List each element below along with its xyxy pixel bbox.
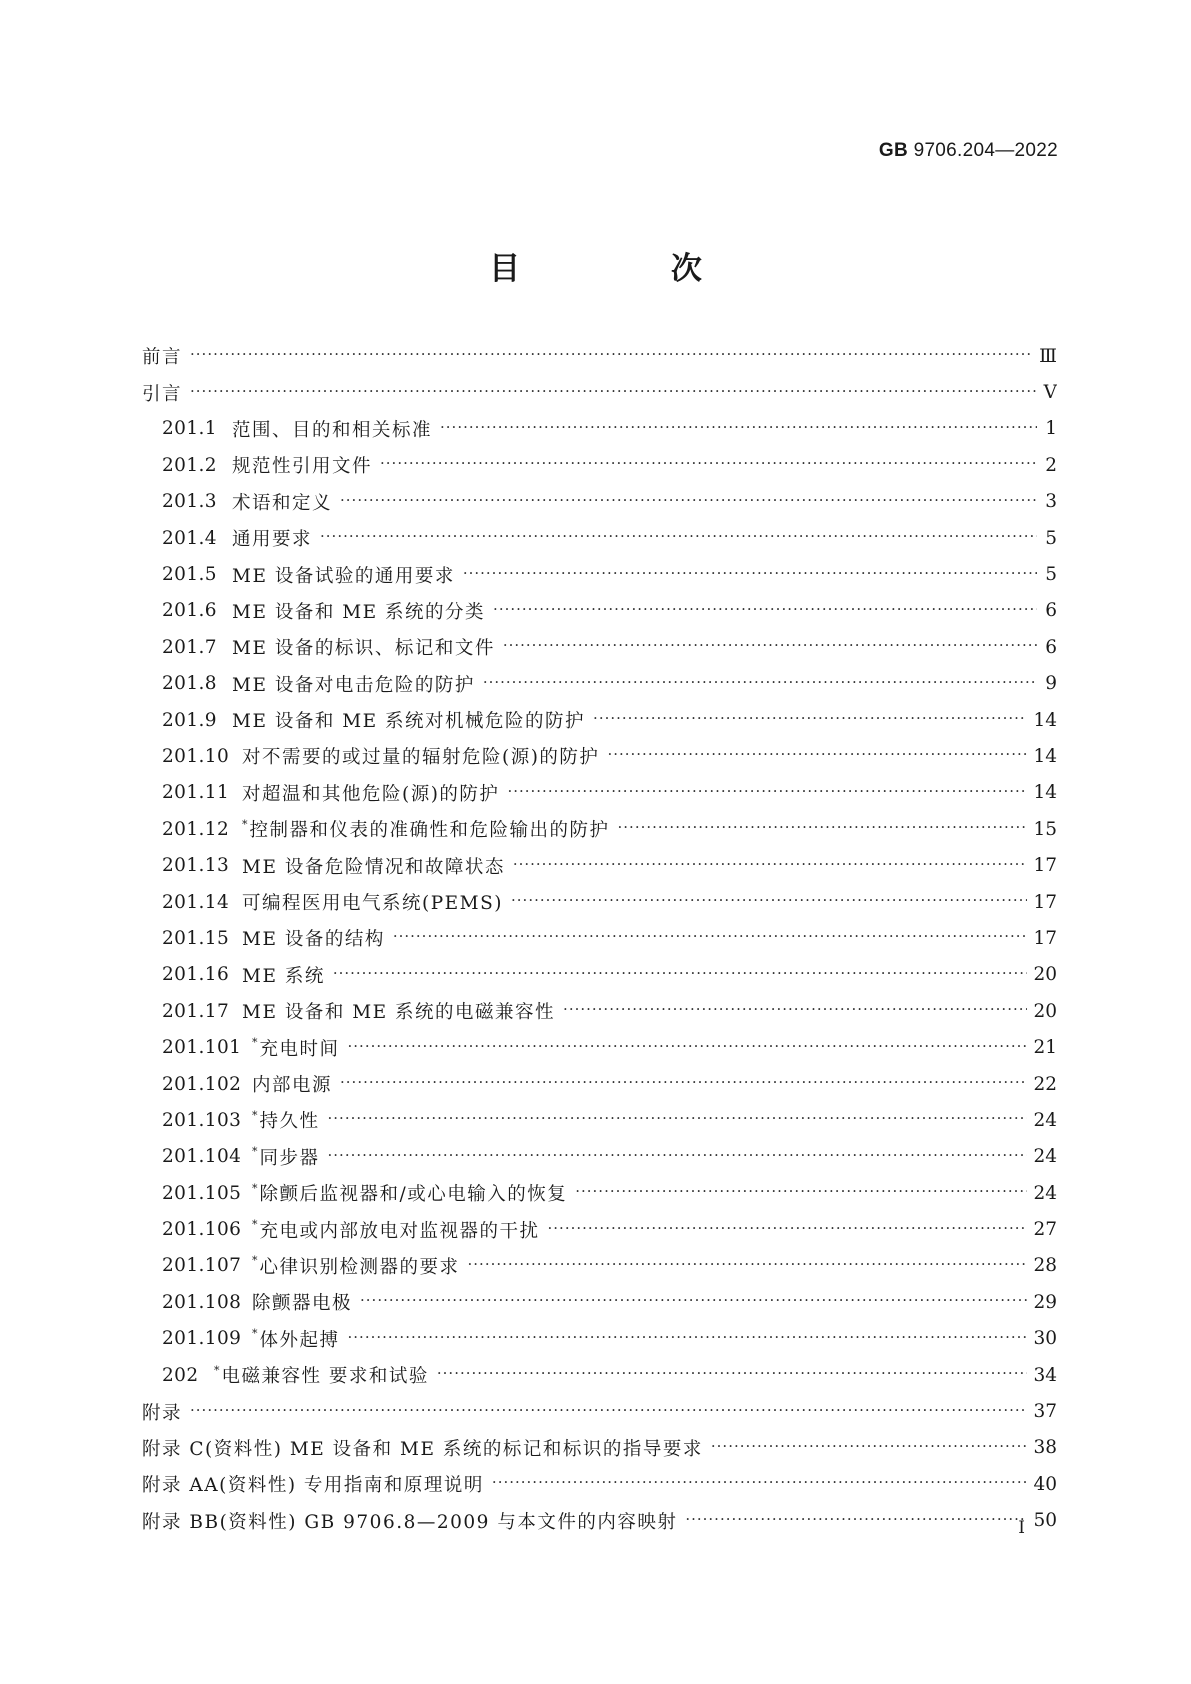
toc-entry-label: ME 设备和 ME 系统的分类 (232, 601, 486, 623)
dot-leader (393, 927, 1028, 945)
toc-entry-number: 201.106 (162, 1219, 242, 1241)
toc-entry-page: Ⅴ (1043, 382, 1057, 404)
toc-entry-label: ME 设备的标识、标记和文件 (232, 638, 495, 660)
toc-entry-page: 14 (1033, 709, 1057, 731)
toc-entry[interactable] (142, 957, 1057, 993)
toc-entry[interactable] (142, 338, 1057, 374)
toc-entry-number: 201.11 (162, 782, 230, 804)
toc-entry[interactable] (142, 1430, 1057, 1466)
toc-entry[interactable] (142, 775, 1057, 811)
dot-leader (593, 709, 1027, 727)
toc-entry-label: 内部电源 (252, 1075, 333, 1096)
dot-leader (468, 1255, 1028, 1273)
toc-entry-label: 对不需要的或过量的辐射危险(源)的防护 (242, 747, 600, 769)
toc-entry-page: 30 (1033, 1328, 1057, 1350)
toc-entry-label: 前言 (142, 347, 183, 369)
toc-entry-page: 20 (1033, 1000, 1057, 1022)
dot-leader (607, 745, 1027, 763)
toc-entry-label: 附录 BB(资料性) GB 9706.8—2009 与本文件的内容映射 (142, 1511, 678, 1533)
toc-entry-asterisk: * (252, 1036, 258, 1050)
toc-entry[interactable] (142, 447, 1057, 483)
toc-entry-page: 14 (1033, 745, 1057, 767)
toc-entry[interactable] (142, 920, 1057, 956)
toc-entry-label: ME 设备危险情况和故障状态 (242, 856, 505, 878)
toc-entry-number: 201.3 (162, 491, 217, 513)
toc-entry[interactable] (142, 629, 1057, 665)
toc-entry-page: 17 (1033, 891, 1057, 913)
toc-entry-label: 附录 (142, 1402, 183, 1424)
toc-entry[interactable] (142, 1102, 1057, 1138)
toc-entry-label: 可编程医用电气系统(PEMS) (242, 893, 504, 915)
page-title: 目 次 (489, 251, 772, 287)
dot-leader (463, 564, 1037, 582)
toc-entry-number: 201.104 (162, 1146, 242, 1168)
toc-entry-page: 50 (1033, 1510, 1057, 1532)
toc-entry-label: ME 设备和 ME 系统的电磁兼容性 (242, 1002, 556, 1024)
toc-entry-number: 201.16 (162, 964, 230, 986)
dot-leader (493, 600, 1037, 618)
toc-entry[interactable] (142, 1029, 1057, 1065)
dot-leader (563, 1000, 1027, 1018)
toc-entry-label: 附录 C(资料性) ME 设备和 ME 系统的标记和标识的指导要求 (142, 1438, 703, 1460)
toc-entry[interactable] (142, 1284, 1057, 1320)
toc-entry-number: 201.103 (162, 1109, 242, 1131)
dot-leader (618, 818, 1028, 836)
toc-entry[interactable] (142, 847, 1057, 883)
dot-leader (320, 527, 1037, 545)
toc-entry-label: 除颤后监视器和/或心电输入的恢复 (259, 1184, 568, 1206)
dot-leader (333, 964, 1028, 982)
dot-leader (575, 1182, 1027, 1200)
dot-leader (328, 1109, 1028, 1127)
toc-entry-page: Ⅲ (1039, 345, 1057, 367)
dot-leader (511, 891, 1027, 909)
toc-entry-number: 201.109 (162, 1328, 242, 1350)
toc-entry-page: 9 (1045, 673, 1057, 695)
toc-entry-page: 3 (1045, 491, 1057, 513)
toc-entry[interactable] (142, 1248, 1057, 1284)
toc-entry-number: 201.15 (162, 927, 230, 949)
toc-entry-page: 40 (1033, 1473, 1057, 1495)
toc-entry-number: 202 (162, 1364, 199, 1386)
dot-leader (711, 1437, 1028, 1455)
toc-entry-label: 通用要求 (232, 529, 313, 551)
toc-entry-page: 5 (1045, 527, 1057, 549)
toc-entry-label: 规范性引用文件 (232, 456, 373, 478)
toc-entry-asterisk: * (252, 1254, 258, 1268)
toc-entry-page: 24 (1033, 1182, 1057, 1204)
toc-entry-page: 29 (1033, 1291, 1057, 1313)
standard-code (879, 140, 1058, 162)
toc-entry-asterisk: * (242, 817, 248, 831)
dot-leader (507, 782, 1027, 800)
toc-entry[interactable] (142, 1066, 1057, 1102)
dot-leader (348, 1328, 1028, 1346)
toc-entry-page: 1 (1045, 418, 1057, 440)
toc-entry-label: 对超温和其他危险(源)的防护 (242, 783, 500, 805)
toc-entry-number: 201.6 (162, 600, 217, 622)
toc-entry-label: ME 系统 (242, 965, 325, 987)
toc-entry-label: 电磁兼容性 要求和试验 (221, 1366, 429, 1388)
toc-entry[interactable] (142, 811, 1057, 847)
toc-entry-number: 201.12 (162, 818, 230, 840)
toc-entry[interactable] (142, 738, 1057, 774)
table-of-contents (142, 338, 1057, 1539)
toc-entry-label: 术语和定义 (232, 492, 333, 514)
toc-entry[interactable] (142, 1321, 1057, 1357)
toc-entry-page: 6 (1045, 636, 1057, 658)
toc-entry[interactable] (142, 1211, 1057, 1247)
toc-entry-page: 2 (1045, 454, 1057, 476)
toc-entry[interactable] (142, 1466, 1057, 1502)
toc-entry-number: 201.108 (162, 1291, 242, 1313)
toc-entry-label: 充电时间 (259, 1038, 340, 1060)
toc-entry-label: 控制器和仪表的准确性和危险输出的防护 (249, 820, 610, 842)
toc-entry[interactable] (142, 556, 1057, 592)
toc-entry-number: 201.8 (162, 673, 217, 695)
toc-entry[interactable] (142, 1357, 1057, 1393)
toc-entry-page: 37 (1033, 1401, 1057, 1423)
standard-number: 9706.204—2022 (913, 140, 1058, 161)
toc-entry-page: 34 (1033, 1364, 1057, 1386)
dot-leader (513, 855, 1028, 873)
dot-leader (503, 636, 1037, 654)
toc-entry[interactable] (142, 666, 1057, 702)
toc-entry-page: 17 (1033, 927, 1057, 949)
dot-leader (348, 1037, 1028, 1055)
toc-entry-asterisk: * (252, 1145, 258, 1159)
toc-entry-page: 14 (1033, 782, 1057, 804)
toc-entry-asterisk: * (214, 1363, 220, 1377)
toc-entry-number: 201.105 (162, 1182, 242, 1204)
toc-entry-page: 6 (1045, 600, 1057, 622)
toc-entry-page: 21 (1033, 1037, 1057, 1059)
toc-entry-number: 201.9 (162, 709, 217, 731)
toc-entry-label: 附录 AA(资料性) 专用指南和原理说明 (142, 1475, 484, 1497)
dot-leader (190, 345, 1033, 363)
toc-entry-page: 28 (1033, 1255, 1057, 1277)
dot-leader (340, 1073, 1027, 1091)
toc-entry[interactable] (142, 484, 1057, 520)
toc-entry[interactable] (142, 374, 1057, 410)
toc-entry-number: 201.2 (162, 454, 217, 476)
dot-leader (492, 1473, 1028, 1491)
toc-entry-page: 22 (1033, 1073, 1057, 1095)
toc-entry-label: ME 设备试验的通用要求 (232, 565, 455, 587)
toc-entry-number: 201.101 (162, 1037, 242, 1059)
toc-entry-number: 201.13 (162, 855, 230, 877)
toc-entry-label: ME 设备对电击危险的防护 (232, 674, 475, 696)
toc-entry-page: 5 (1045, 564, 1057, 586)
toc-entry-label: 引言 (142, 383, 183, 405)
toc-entry[interactable] (142, 1175, 1057, 1211)
toc-entry-label: 同步器 (259, 1147, 320, 1169)
dot-leader (483, 673, 1037, 691)
toc-entry-asterisk: * (252, 1108, 258, 1122)
toc-entry-asterisk: * (252, 1327, 258, 1341)
toc-entry[interactable] (142, 1139, 1057, 1175)
toc-entry-number: 201.7 (162, 636, 217, 658)
dot-leader (360, 1291, 1027, 1309)
toc-entry-label: 除颤器电极 (252, 1293, 353, 1315)
toc-entry-label: 充电或内部放电对监视器的干扰 (259, 1220, 540, 1242)
toc-entry-number: 201.17 (162, 1000, 230, 1022)
toc-entry-asterisk: * (252, 1218, 258, 1232)
toc-entry-number: 201.14 (162, 891, 230, 913)
toc-entry-page: 24 (1033, 1146, 1057, 1168)
toc-entry-page: 24 (1033, 1109, 1057, 1131)
toc-entry-label: ME 设备和 ME 系统对机械危险的防护 (232, 711, 586, 733)
toc-entry-number: 201.4 (162, 527, 217, 549)
dot-leader (340, 491, 1037, 509)
dot-leader (685, 1510, 1027, 1528)
toc-entry-page: 17 (1033, 855, 1057, 877)
toc-entry[interactable] (142, 411, 1057, 447)
toc-entry-page: 15 (1033, 818, 1057, 840)
dot-leader (380, 454, 1037, 472)
toc-entry-page: 38 (1033, 1437, 1057, 1459)
toc-entry-page: 20 (1033, 964, 1057, 986)
dot-leader (190, 1401, 1027, 1419)
dot-leader (548, 1219, 1028, 1237)
toc-entry-label: 心律识别检测器的要求 (259, 1256, 460, 1278)
dot-leader (440, 418, 1037, 436)
dot-leader (328, 1146, 1028, 1164)
toc-entry[interactable] (142, 520, 1057, 556)
dot-leader (437, 1364, 1028, 1382)
toc-entry[interactable] (142, 1393, 1057, 1429)
toc-entry[interactable] (142, 884, 1057, 920)
toc-entry-page: 27 (1033, 1219, 1057, 1241)
toc-entry-number: 201.1 (162, 418, 217, 440)
standard-prefix: GB (878, 140, 908, 161)
toc-entry-label: 持久性 (259, 1111, 320, 1133)
toc-entry[interactable] (142, 993, 1057, 1029)
toc-entry-label: ME 设备的结构 (242, 929, 385, 951)
toc-entry-asterisk: * (252, 1181, 258, 1195)
toc-entry-number: 201.107 (162, 1255, 242, 1277)
toc-entry[interactable] (142, 702, 1057, 738)
toc-entry-number: 201.10 (162, 745, 230, 767)
toc-entry-number: 201.5 (162, 564, 217, 586)
toc-entry-number: 201.102 (162, 1073, 242, 1095)
toc-entry[interactable] (142, 1503, 1057, 1539)
toc-entry[interactable] (142, 593, 1057, 629)
toc-entry-label: 体外起搏 (259, 1329, 340, 1351)
page-number: I (1018, 1518, 1025, 1538)
toc-entry-label: 范围、目的和相关标准 (232, 419, 433, 441)
dot-leader (190, 382, 1037, 400)
